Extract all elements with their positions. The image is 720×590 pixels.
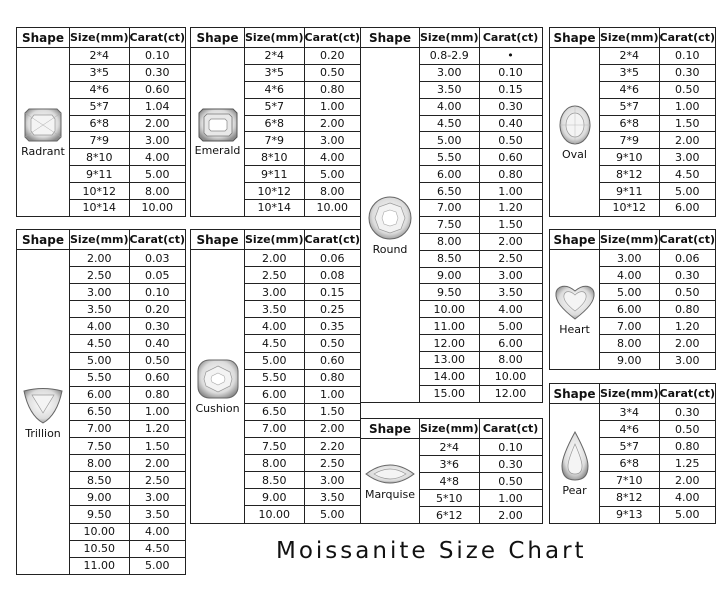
carat-cell: 0.30 <box>129 318 185 335</box>
size-cell: 4.00 <box>245 318 305 335</box>
table-row <box>361 439 543 456</box>
oval-shape-cell <box>550 48 600 217</box>
size-header: Size(mm) <box>245 230 305 250</box>
carat-cell: 0.20 <box>304 48 360 65</box>
emerald-table <box>190 27 361 217</box>
carat-cell: 0.60 <box>129 81 185 98</box>
carat-cell: 10.00 <box>304 200 360 217</box>
carat-cell: 0.30 <box>479 98 542 115</box>
carat-cell: 0.06 <box>304 250 360 267</box>
size-cell: 5*10 <box>420 490 480 507</box>
size-cell: 11.00 <box>70 557 130 574</box>
size-cell: 7.00 <box>420 200 480 217</box>
size-cell: 15.00 <box>420 385 480 402</box>
shape-name: Marquise <box>364 488 416 502</box>
pear-shape-cell <box>550 404 600 524</box>
heart-gem-icon <box>550 283 599 321</box>
size-cell: 3*6 <box>420 456 480 473</box>
carat-cell: 2.50 <box>129 472 185 489</box>
size-cell: 4*8 <box>420 473 480 490</box>
size-cell: 3.00 <box>70 284 130 301</box>
carat-cell: 4.50 <box>129 540 185 557</box>
carat-cell: 5.00 <box>304 166 360 183</box>
oval-table <box>549 27 716 217</box>
size-cell: 9.00 <box>70 489 130 506</box>
carat-cell: 1.00 <box>479 490 542 507</box>
carat-cell: 0.50 <box>659 284 715 301</box>
carat-cell: 0.60 <box>129 369 185 386</box>
size-cell: 3*5 <box>600 64 660 81</box>
carat-cell: 0.60 <box>304 352 360 369</box>
carat-cell: 2.00 <box>659 132 715 149</box>
carat-cell: 0.15 <box>479 81 542 98</box>
carat-cell: 0.50 <box>129 352 185 369</box>
carat-cell: 0.03 <box>129 250 185 267</box>
carat-cell: 0.50 <box>479 473 542 490</box>
carat-cell: 3.00 <box>304 472 360 489</box>
size-cell: 3.00 <box>245 284 305 301</box>
table-row <box>191 48 361 65</box>
carat-cell: 3.00 <box>659 149 715 166</box>
size-cell: 3.50 <box>245 301 305 318</box>
carat-cell: 0.30 <box>659 64 715 81</box>
size-cell: 4*6 <box>600 421 660 438</box>
carat-cell: 4.00 <box>479 301 542 318</box>
size-cell: 5*7 <box>245 98 305 115</box>
size-cell: 8.50 <box>70 472 130 489</box>
carat-cell: 0.40 <box>479 115 542 132</box>
carat-cell: 1.00 <box>304 386 360 403</box>
shape-name: Round <box>372 242 408 256</box>
size-cell: 10*12 <box>600 200 660 217</box>
size-cell: 12.00 <box>420 335 480 352</box>
carat-cell: 0.08 <box>304 267 360 284</box>
carat-cell: 0.50 <box>659 421 715 438</box>
carat-cell: 8.00 <box>129 183 185 200</box>
size-cell: 3.00 <box>600 250 660 267</box>
size-cell: 7*9 <box>245 132 305 149</box>
carat-cell: 2.00 <box>479 507 542 524</box>
size-cell: 11.00 <box>420 318 480 335</box>
carat-cell: 5.00 <box>659 183 715 200</box>
heart-shape-cell <box>550 250 600 370</box>
table-row <box>361 48 543 65</box>
size-cell: 10*14 <box>70 200 130 217</box>
size-cell: 8*10 <box>245 149 305 166</box>
carat-header: Carat(ct) <box>129 28 185 48</box>
carat-cell: 3.00 <box>129 132 185 149</box>
shape-header: Shape <box>550 28 600 48</box>
size-cell: 10.00 <box>70 523 130 540</box>
emerald-shape-cell <box>191 48 245 217</box>
shape-name: Heart <box>559 323 590 337</box>
size-cell: 9.00 <box>420 267 480 284</box>
shape-header: Shape <box>550 230 600 250</box>
size-cell: 4.00 <box>420 98 480 115</box>
size-cell: 2*4 <box>245 48 305 65</box>
size-header: Size(mm) <box>70 28 130 48</box>
carat-cell: 0.10 <box>129 48 185 65</box>
carat-cell: 2.00 <box>659 472 715 489</box>
cushion-gem-icon <box>191 358 244 400</box>
carat-cell: 3.50 <box>129 506 185 523</box>
cushion-table <box>190 229 361 524</box>
carat-cell: 0.80 <box>129 386 185 403</box>
size-cell: 8*12 <box>600 489 660 506</box>
size-cell: 9*11 <box>245 166 305 183</box>
shape-name: Pear <box>562 484 587 498</box>
size-cell: 9.50 <box>420 284 480 301</box>
carat-cell: 0.50 <box>304 64 360 81</box>
size-cell: 10.00 <box>245 506 305 523</box>
carat-header: Carat(ct) <box>659 230 715 250</box>
carat-header: Carat(ct) <box>659 384 715 404</box>
carat-cell: 3.00 <box>479 267 542 284</box>
chart-title: Moissanite Size Chart <box>276 538 587 564</box>
size-cell: 7*10 <box>600 472 660 489</box>
shape-header: Shape <box>191 230 245 250</box>
carat-cell: 0.35 <box>304 318 360 335</box>
size-cell: 3.50 <box>70 301 130 318</box>
carat-cell: 6.00 <box>479 335 542 352</box>
size-cell: 7.00 <box>70 420 130 437</box>
carat-cell: 3.00 <box>659 352 715 369</box>
marquise-gem-icon <box>361 462 419 486</box>
carat-cell: 4.00 <box>129 523 185 540</box>
size-header: Size(mm) <box>420 28 480 48</box>
shape-name: Emerald <box>194 143 241 157</box>
carat-cell: 1.50 <box>129 438 185 455</box>
size-cell: 9.50 <box>70 506 130 523</box>
carat-cell: 0.15 <box>304 284 360 301</box>
table-row <box>191 250 361 267</box>
size-cell: 6.00 <box>245 386 305 403</box>
carat-cell: 1.20 <box>659 318 715 335</box>
size-cell: 5*7 <box>600 98 660 115</box>
carat-cell: 2.00 <box>304 420 360 437</box>
size-cell: 4.00 <box>70 318 130 335</box>
size-cell: 4.50 <box>70 335 130 352</box>
carat-cell: 10.00 <box>479 368 542 385</box>
size-cell: 6.50 <box>245 403 305 420</box>
carat-cell: 0.30 <box>479 456 542 473</box>
carat-cell: 2.00 <box>479 233 542 250</box>
carat-cell: 0.80 <box>659 438 715 455</box>
size-cell: 8.00 <box>70 455 130 472</box>
size-cell: 6*12 <box>420 507 480 524</box>
carat-cell: 4.00 <box>304 149 360 166</box>
shape-header: Shape <box>361 28 420 48</box>
carat-cell: 0.06 <box>659 250 715 267</box>
size-cell: 8*12 <box>600 166 660 183</box>
carat-cell: 0.10 <box>479 439 542 456</box>
size-cell: 2.50 <box>245 267 305 284</box>
carat-cell: 0.50 <box>479 132 542 149</box>
size-cell: 3.00 <box>420 64 480 81</box>
size-cell: 5.50 <box>70 369 130 386</box>
pear-table <box>549 383 716 524</box>
size-cell: 5*7 <box>70 98 130 115</box>
size-cell: 8.00 <box>420 233 480 250</box>
size-cell: 7.50 <box>70 438 130 455</box>
size-cell: 6.00 <box>600 301 660 318</box>
shape-header: Shape <box>550 384 600 404</box>
carat-cell: 0.80 <box>304 81 360 98</box>
size-cell: 10*12 <box>70 183 130 200</box>
shape-name: Radrant <box>21 144 65 158</box>
size-cell: 14.00 <box>420 368 480 385</box>
carat-cell: 3.00 <box>304 132 360 149</box>
carat-cell: • <box>479 48 542 65</box>
size-header: Size(mm) <box>600 230 660 250</box>
size-cell: 5.00 <box>600 284 660 301</box>
carat-cell: 3.00 <box>129 489 185 506</box>
round-gem-icon <box>361 195 419 241</box>
size-header: Size(mm) <box>420 419 480 439</box>
carat-cell: 0.30 <box>659 404 715 421</box>
size-cell: 10.00 <box>420 301 480 318</box>
size-cell: 7*9 <box>600 132 660 149</box>
oval-gem-icon <box>550 104 599 146</box>
shape-header: Shape <box>361 419 420 439</box>
carat-cell: 0.10 <box>129 284 185 301</box>
size-cell: 3*5 <box>245 64 305 81</box>
size-cell: 8.50 <box>420 250 480 267</box>
carat-header: Carat(ct) <box>304 28 360 48</box>
size-cell: 5.00 <box>245 352 305 369</box>
carat-cell: 0.30 <box>129 64 185 81</box>
carat-cell: 2.20 <box>304 438 360 455</box>
table-row <box>550 250 716 267</box>
size-cell: 5.00 <box>70 352 130 369</box>
carat-cell: 0.05 <box>129 267 185 284</box>
size-cell: 6*8 <box>600 455 660 472</box>
carat-cell: 0.10 <box>479 64 542 81</box>
carat-cell: 5.00 <box>479 318 542 335</box>
carat-cell: 0.40 <box>129 335 185 352</box>
size-cell: 8.50 <box>245 472 305 489</box>
size-cell: 4*6 <box>245 81 305 98</box>
shape-header: Shape <box>17 230 70 250</box>
carat-cell: 0.80 <box>304 369 360 386</box>
emerald-gem-icon <box>191 108 244 142</box>
size-cell: 5.50 <box>245 369 305 386</box>
carat-cell: 10.00 <box>129 200 185 217</box>
carat-cell: 1.25 <box>659 455 715 472</box>
heart-table <box>549 229 716 370</box>
size-header: Size(mm) <box>600 384 660 404</box>
size-cell: 6.50 <box>70 403 130 420</box>
size-cell: 9.00 <box>600 352 660 369</box>
table-row <box>550 48 716 65</box>
size-cell: 7.50 <box>245 438 305 455</box>
carat-cell: 4.00 <box>659 489 715 506</box>
size-cell: 2.50 <box>70 267 130 284</box>
carat-cell: 8.00 <box>479 352 542 369</box>
carat-cell: 3.50 <box>479 284 542 301</box>
carat-cell: 5.00 <box>304 506 360 523</box>
size-cell: 7*9 <box>70 132 130 149</box>
carat-cell: 2.00 <box>659 335 715 352</box>
carat-cell: 0.50 <box>659 81 715 98</box>
shape-name: Trillion <box>25 426 61 440</box>
size-cell: 2*4 <box>420 439 480 456</box>
radrant-table <box>16 27 186 217</box>
size-cell: 10.50 <box>70 540 130 557</box>
size-header: Size(mm) <box>600 28 660 48</box>
carat-cell: 1.00 <box>659 98 715 115</box>
carat-cell: 1.20 <box>129 420 185 437</box>
size-cell: 4*6 <box>70 81 130 98</box>
size-cell: 2.00 <box>245 250 305 267</box>
size-cell: 6.00 <box>420 166 480 183</box>
carat-cell: 5.00 <box>659 506 715 523</box>
carat-cell: 1.00 <box>479 183 542 200</box>
carat-cell: 0.80 <box>479 166 542 183</box>
carat-cell: 1.04 <box>129 98 185 115</box>
size-header: Size(mm) <box>245 28 305 48</box>
size-cell: 3.50 <box>420 81 480 98</box>
carat-cell: 2.00 <box>129 455 185 472</box>
marquise-shape-cell <box>361 439 420 524</box>
carat-header: Carat(ct) <box>479 419 542 439</box>
cushion-shape-cell <box>191 250 245 524</box>
size-cell: 3*5 <box>70 64 130 81</box>
size-header: Size(mm) <box>70 230 130 250</box>
table-row <box>17 250 186 267</box>
carat-cell: 5.00 <box>129 166 185 183</box>
trillion-gem-icon <box>17 385 69 425</box>
carat-cell: 1.50 <box>304 403 360 420</box>
size-cell: 10*12 <box>245 183 305 200</box>
carat-header: Carat(ct) <box>659 28 715 48</box>
trillion-shape-cell <box>17 250 70 575</box>
size-cell: 9.00 <box>245 489 305 506</box>
shape-header: Shape <box>191 28 245 48</box>
carat-cell: 3.50 <box>304 489 360 506</box>
carat-cell: 2.00 <box>129 115 185 132</box>
carat-cell: 8.00 <box>304 183 360 200</box>
shape-name: Oval <box>562 147 587 161</box>
size-cell: 2*4 <box>600 48 660 65</box>
radrant-shape-cell <box>17 48 70 217</box>
carat-cell: 0.30 <box>659 267 715 284</box>
carat-cell: 1.00 <box>129 403 185 420</box>
carat-cell: 0.60 <box>479 149 542 166</box>
size-cell: 7.50 <box>420 216 480 233</box>
carat-cell: 0.80 <box>659 301 715 318</box>
carat-cell: 4.00 <box>129 149 185 166</box>
size-cell: 6.00 <box>70 386 130 403</box>
size-cell: 8.00 <box>245 455 305 472</box>
pear-gem-icon <box>550 430 599 482</box>
size-cell: 2*4 <box>70 48 130 65</box>
table-row <box>17 48 186 65</box>
round-table <box>360 27 543 403</box>
carat-cell: 0.25 <box>304 301 360 318</box>
carat-cell: 1.20 <box>479 200 542 217</box>
size-cell: 6.50 <box>420 183 480 200</box>
size-cell: 6*8 <box>600 115 660 132</box>
carat-cell: 4.50 <box>659 166 715 183</box>
size-cell: 7.00 <box>600 318 660 335</box>
marquise-table <box>360 418 543 524</box>
size-cell: 6*8 <box>245 115 305 132</box>
carat-header: Carat(ct) <box>304 230 360 250</box>
size-cell: 9*11 <box>600 183 660 200</box>
size-cell: 3*4 <box>600 404 660 421</box>
size-cell: 13.00 <box>420 352 480 369</box>
shape-header: Shape <box>17 28 70 48</box>
size-cell: 8.00 <box>600 335 660 352</box>
carat-cell: 12.00 <box>479 385 542 402</box>
size-cell: 4.50 <box>245 335 305 352</box>
size-cell: 6*8 <box>70 115 130 132</box>
size-cell: 5.00 <box>420 132 480 149</box>
size-cell: 5*7 <box>600 438 660 455</box>
size-cell: 7.00 <box>245 420 305 437</box>
size-cell: 4.50 <box>420 115 480 132</box>
shape-name: Cushion <box>195 402 240 416</box>
carat-cell: 5.00 <box>129 557 185 574</box>
carat-cell: 6.00 <box>659 200 715 217</box>
carat-header: Carat(ct) <box>129 230 185 250</box>
size-cell: 4.00 <box>600 267 660 284</box>
size-cell: 0.8-2.9 <box>420 48 480 65</box>
size-cell: 9*13 <box>600 506 660 523</box>
size-cell: 2.00 <box>70 250 130 267</box>
carat-cell: 1.00 <box>304 98 360 115</box>
size-cell: 5.50 <box>420 149 480 166</box>
radrant-gem-icon <box>17 107 69 143</box>
carat-header: Carat(ct) <box>479 28 542 48</box>
carat-cell: 2.50 <box>304 455 360 472</box>
trillion-table <box>16 229 186 575</box>
carat-cell: 1.50 <box>479 216 542 233</box>
size-cell: 9*10 <box>600 149 660 166</box>
carat-cell: 0.50 <box>304 335 360 352</box>
carat-cell: 2.00 <box>304 115 360 132</box>
size-cell: 9*11 <box>70 166 130 183</box>
size-cell: 4*6 <box>600 81 660 98</box>
carat-cell: 0.20 <box>129 301 185 318</box>
carat-cell: 1.50 <box>659 115 715 132</box>
round-shape-cell <box>361 48 420 403</box>
size-cell: 8*10 <box>70 149 130 166</box>
size-cell: 10*14 <box>245 200 305 217</box>
carat-cell: 2.50 <box>479 250 542 267</box>
carat-cell: 0.10 <box>659 48 715 65</box>
table-row <box>550 404 716 421</box>
